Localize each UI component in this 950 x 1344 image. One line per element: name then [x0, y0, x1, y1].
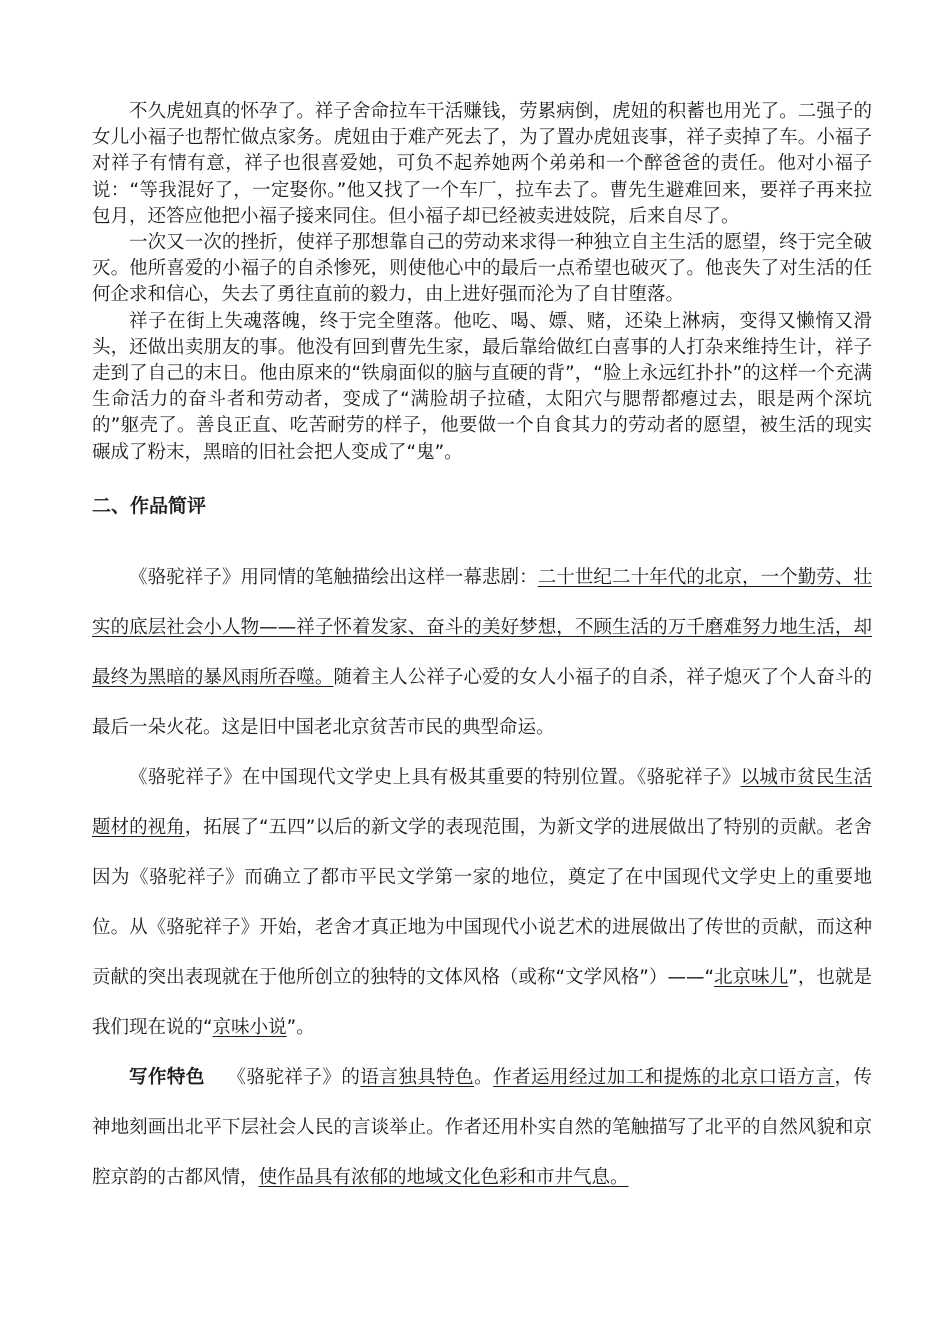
review-p2-underlined: 以城市贫民生活题材的视角 — [92, 767, 872, 838]
review-p2-text-a: 《骆驼祥子》在中国现代文学史上具有极其重要的特别位置。《骆驼祥子》 — [129, 767, 741, 788]
review-block-2 — [92, 753, 872, 1053]
review-p3-underlined-1: 语言独具特色 — [360, 1067, 475, 1088]
review-p3-text-b: 。 — [474, 1067, 494, 1088]
review-p3-text-a: 《骆驼祥子》的 — [227, 1067, 361, 1088]
review-p2-underlined-jingwei-novel: 京味小说 — [212, 1017, 287, 1038]
plot-summary — [92, 99, 872, 466]
review-p2-underlined-beijing-flavor: 北京味儿 — [714, 967, 789, 988]
summary-paragraph-1: 不久虎妞真的怀孕了。祥子舍命拉车干活赚钱，劳累病倒，虎妞的积蓄也用光了。二强子的女儿小福子也帮忙做点家务。虎妞由于难产死去了，为了置办虎妞丧事，祥子卖掉了车。小福子对祥子有情有意，祥子也很喜爱她，可负不起养她两个弟弟和一个醉爸爸的责任。他对小福子说：“等我混好了，一定娶你。”他又找了一个车厂，拉车去了。曹先生避难回来，要祥子再来拉包月，还答应他把小福子接来同住。但小福子却已经被卖进妓院，后来自尽了。 — [92, 101, 872, 227]
writing-features-label: 写作特色 — [129, 1067, 205, 1088]
review-block-1 — [92, 553, 872, 753]
review-p1-underlined: 二十世纪二十年代的北京，一个勤劳、壮实的底层社会小人物——祥子怀着发家、奋斗的美好梦想，不顾生活的万千磨难努力地生活，却最终为黑暗的暴风雨所吞噬。 — [92, 567, 872, 688]
review-paragraph-2 — [92, 753, 872, 1053]
review-p2-text-b: ，拓展了“五四”以后的新文学的表现范围，为新文学的进展做出了特别的贡献。老舍因为《骆驼祥子》而确立了都市平民文学第一家的地位，奠定了在中国现代文学史上的重要地位。从《骆驼祥子》开始，老舍才真正地为中国现代小说艺术的进展做出了传世的贡献，而这种贡献的突出表现就在于他所创立的独特的文体风格（或称“文学风格”）——“ — [92, 817, 872, 988]
review-p1-text-b: 随着主人公祥子心爱的女人小福子的自杀，祥子熄灭了个人奋斗的最后一朵火花。这是旧中国老北京贫苦市民的典型命运。 — [92, 667, 872, 738]
review-p3-underlined-2: 作者运用经过加工和提炼的北京口语方言 — [493, 1067, 835, 1088]
section-heading: 二、作品简评 — [92, 495, 207, 517]
summary-paragraph-2: 一次又一次的挫折，使祥子那想靠自己的劳动来求得一种独立自主生活的愿望，终于完全破灭。他所喜爱的小福子的自杀惨死，则使他心中的最后一点希望也破灭了。他丧失了对生活的任何企求和信心，失去了勇往直前的毅力，由上进好强而沦为了自甘堕落。 — [92, 232, 872, 306]
review-p3-text-c: ，传神地刻画出北平下层社会人民的言谈举止。作者还用朴实自然的笔触描写了北平的自然风貌和京腔京韵的古都风情， — [92, 1067, 872, 1188]
review-paragraph-3 — [92, 1053, 872, 1203]
review-block-3 — [92, 1053, 872, 1203]
review-p2-text-d: ”。 — [286, 1017, 315, 1038]
review-p1-text-a: 《骆驼祥子》用同情的笔触描绘出这样一幕悲剧： — [129, 567, 538, 588]
summary-paragraph-3: 祥子在街上失魂落魄，终于完全堕落。他吃、喝、嫖、赌，还染上淋病，变得又懒惰又滑头，还做出卖朋友的事。他没有回到曹先生家，最后靠给做红白喜事的人打杂来维持生计，祥子走到了自己的末日。他由原来的“铁扇面似的脑与直硬的背”，“脸上永远红扑扑”的这样一个充满生命活力的奋斗者和劳动者，变成了“满脸胡子拉碴，太阳穴与腮帮都瘪过去，眼是两个深坑的”躯壳了。善良正直、吃苦耐劳的样子，他要做一个自食其力的劳动者的愿望，被生活的现实碾成了粉末，黑暗的旧社会把人变成了“鬼”。 — [92, 310, 872, 463]
review-paragraph-1 — [92, 553, 872, 753]
review-p2-text-c: ”，也就是我们现在说的“ — [92, 967, 872, 1038]
review-p3-underlined-3: 使作品具有浓郁的地域文化色彩和市井气息。 — [258, 1167, 629, 1188]
